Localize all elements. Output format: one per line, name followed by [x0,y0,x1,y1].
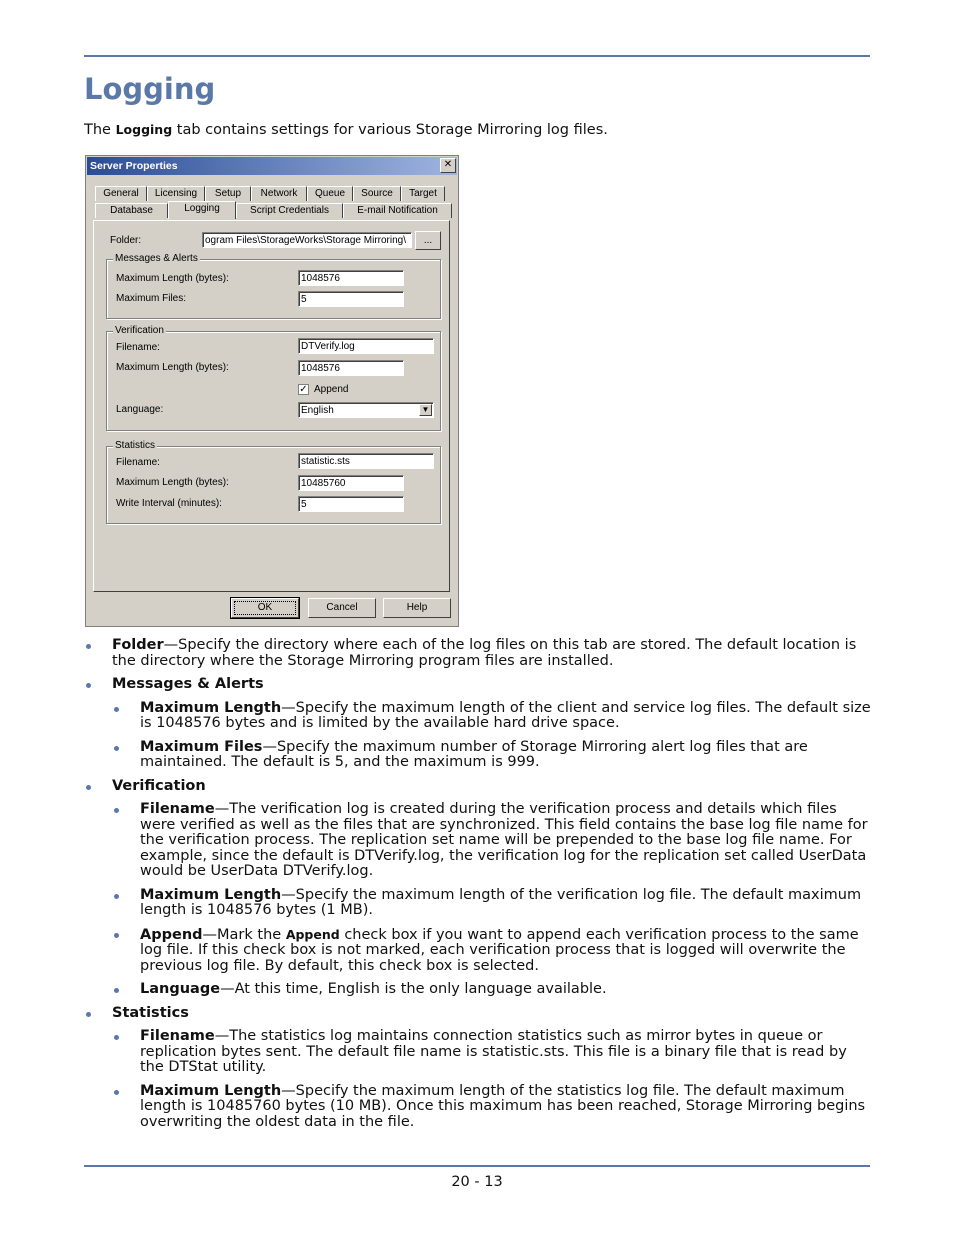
folder-input[interactable]: ogram Files\StorageWorks\Storage Mirroring\ [202,232,412,248]
logging-tab-panel [93,220,450,592]
list-item-ma-length: Maximum Length—Specify the maximum length of the client and service log files. The default size is 1048576 bytes and is limited by the available hard drive space. [84,701,874,732]
statistics-title: Statistics [115,440,156,451]
v-max-length-label: Maximum Length (bytes): [116,362,229,373]
ok-button-label: OK [234,601,296,615]
help-button[interactable]: Help [383,598,451,618]
s-interval-label: Write Interval (minutes): [116,498,222,509]
list-item-verification: Verification [84,779,874,795]
s-filename-label: Filename: [116,457,160,468]
tab-email-notification[interactable]: E-mail Notification [343,203,452,218]
list-item-s-filename: Filename—The statistics log maintains connection statistics such as mirror bytes in queue or replication bytes sent. The default file name is statistic.sts. This file is a binary file that is read by the DTStat utility. [84,1029,874,1076]
list-item-statistics: Statistics [84,1006,874,1022]
tab-network[interactable]: Network [251,186,307,201]
tab-licensing[interactable]: Licensing [147,186,205,201]
list-item-v-language: Language—At this time, English is the only language available. [84,982,874,998]
ma-max-files-input[interactable]: 5 [298,291,404,307]
s-max-length-label: Maximum Length (bytes): [116,477,229,488]
tab-setup[interactable]: Setup [205,186,251,201]
chevron-down-icon[interactable]: ▼ [419,404,432,416]
s-interval-input[interactable]: 5 [298,496,404,512]
tab-logging[interactable]: Logging [168,201,236,219]
s-filename-input[interactable]: statistic.sts [298,453,434,469]
v-filename-label: Filename: [116,342,160,353]
list-item-ma-files: Maximum Files—Specify the maximum number of Storage Mirroring alert log files that are maintained. The default is 5, and the maximum is 999. [84,740,874,771]
ok-button[interactable] [231,598,299,618]
v-filename-input[interactable]: DTVerify.log [298,338,434,354]
verification-title: Verification [115,325,164,336]
tab-general[interactable]: General [95,186,147,201]
tab-script-credentials[interactable]: Script Credentials [236,203,343,218]
field-descriptions [84,638,874,1138]
page-title: Logging [84,72,216,106]
v-language-label: Language: [116,404,164,415]
messages-alerts-group [106,253,441,319]
v-append-label: Append [314,384,349,395]
ma-max-files-label: Maximum Files: [116,293,187,304]
statistics-group [106,440,441,524]
dialog-titlebar [87,157,457,175]
verification-group [106,325,441,431]
list-item-s-length: Maximum Length—Specify the maximum length of the statistics log file. The default maximum length is 10485760 bytes (10 MB). Once this maximum has been reached, Storage Mirroring begins overwriting the oldest data in the file. [84,1084,874,1131]
tab-source[interactable]: Source [353,186,401,201]
v-max-length-input[interactable]: 1048576 [298,360,404,376]
list-item-v-append: Append—Mark the Append check box if you want to append each verification process to the same log file. If this check box is not marked, each verification process that is logged will overwrite the previous log file. By default, this check box is selected. [84,927,874,975]
page-number: 20 - 13 [451,1174,503,1190]
tab-target[interactable]: Target [401,186,445,201]
bottom-rule [84,1165,870,1167]
list-item-messages: Messages & Alerts [84,677,874,693]
folder-label: Folder: [110,235,142,246]
dialog-title: Server Properties [90,160,178,172]
v-language-select[interactable] [298,402,434,418]
list-item-v-length: Maximum Length—Specify the maximum length of the verification log file. The default maximum length is 1048576 bytes (1 MB). [84,888,874,919]
tab-queue[interactable]: Queue [307,186,353,201]
tab-row-1 [95,186,445,202]
v-language-value: English [301,405,334,416]
cancel-button[interactable]: Cancel [308,598,376,618]
server-properties-dialog [85,155,459,627]
ma-max-length-label: Maximum Length (bytes): [116,273,229,284]
messages-alerts-title: Messages & Alerts [115,253,198,264]
close-icon[interactable]: ✕ [440,158,456,173]
s-max-length-input[interactable]: 10485760 [298,475,404,491]
list-item-v-filename: Filename—The verification log is created during the verification process and details which files were verified as well as the files that are synchronized. This field contains the base log file name for the verification process. The replication set name will be prepended to the base log file name. For example, since the default is DTVerify.log, the verification log for the replication set called UserData would be UserData DTVerify.log. [84,802,874,880]
ma-max-length-input[interactable]: 1048576 [298,270,404,286]
top-rule [84,55,870,57]
v-append-checkbox[interactable]: ✓ [299,384,308,395]
browse-button[interactable]: ... [415,231,441,250]
list-item-folder: Folder—Specify the directory where each of the log files on this tab are stored. The default location is the directory where the Storage Mirroring program files are installed. [84,638,874,669]
tab-row-2 [95,203,452,219]
intro-paragraph: The Logging tab contains settings for various Storage Mirroring log files. [84,122,608,138]
tab-database[interactable]: Database [95,203,168,218]
